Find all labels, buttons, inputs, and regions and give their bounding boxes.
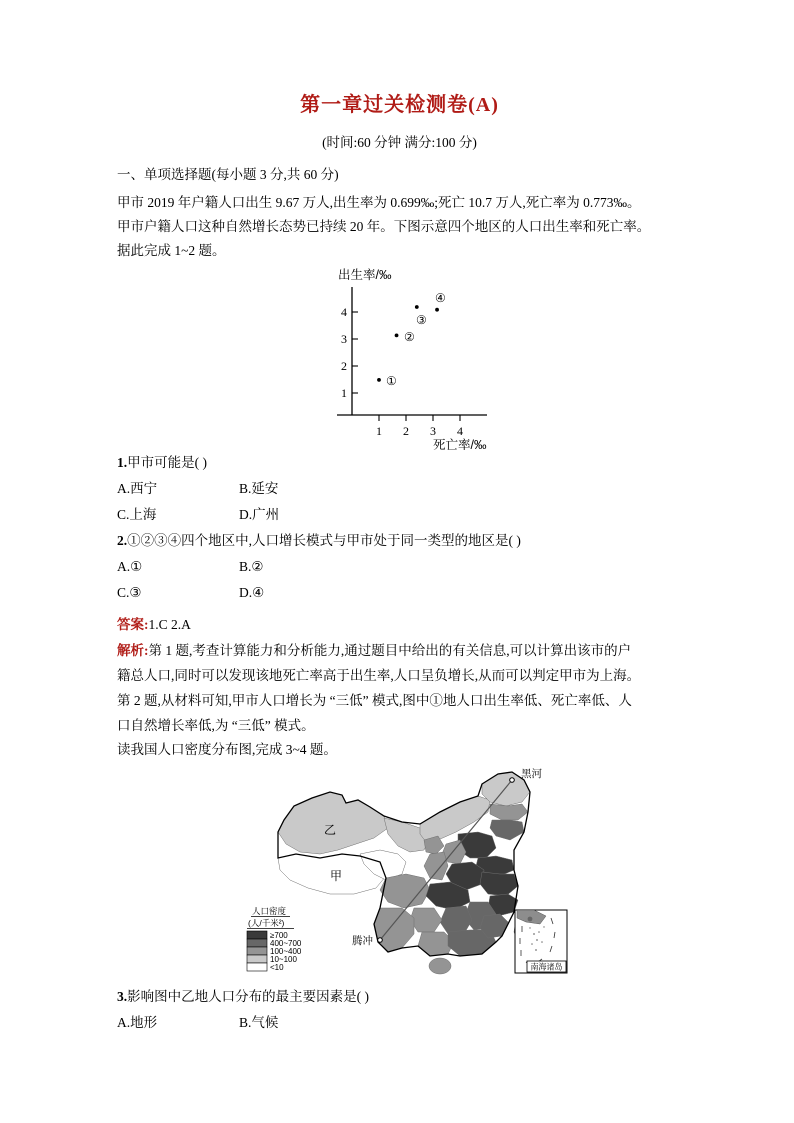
china-map-svg <box>234 762 569 984</box>
question-2-stem <box>117 528 682 554</box>
question-2-option-b[interactable]: B.② <box>239 559 264 574</box>
chart-x-ticks <box>379 415 460 421</box>
question-2-number: 2. <box>117 533 128 548</box>
question-2-options-row-2 <box>117 580 682 606</box>
south-china-sea-inset <box>515 910 567 973</box>
answer-label: 答案: <box>117 617 149 632</box>
data-point-1 <box>377 378 381 382</box>
question-1-options-row-1 <box>117 476 682 502</box>
question-1-option-c[interactable]: C.上海 <box>117 507 157 522</box>
legend-label-3: 10~100 <box>270 955 297 964</box>
legend-label-0: ≥700 <box>270 931 288 940</box>
province-guizhou <box>410 908 442 932</box>
question-1-option-a[interactable]: A.西宁 <box>117 481 158 496</box>
legend-label-2: 100~400 <box>270 947 302 956</box>
section-heading-one: 一、单项选择题(每小题 3 分,共 60 分) <box>117 167 339 182</box>
map-label-heihe: 黑河 <box>521 768 542 780</box>
data-point-3 <box>415 305 419 309</box>
chart-x-tick-2: 2 <box>403 424 409 438</box>
question-3-text: 影响图中乙地人口分布的最主要因素是( ) <box>127 989 369 1004</box>
passage-one-line-1: 甲市 2019 年户籍人口出生 9.67 万人,出生率为 0.699‰;死亡 10.7 万人,死亡率为 0.773‰。 <box>117 195 641 210</box>
chart-y-tick-3: 3 <box>341 332 347 346</box>
passage-two-line-1: 读我国人口密度分布图,完成 3~4 题。 <box>117 742 337 757</box>
scatter-chart <box>312 265 512 450</box>
question-1-option-d[interactable]: D.广州 <box>239 507 280 522</box>
question-1-option-b[interactable]: B.延安 <box>239 481 279 496</box>
chart-x-tick-3: 3 <box>430 424 436 438</box>
legend-title-line-2: (人/千米²) <box>248 918 285 928</box>
question-3-option-a[interactable]: A.地形 <box>117 1015 158 1030</box>
chart-y-tick-4: 4 <box>341 305 347 319</box>
answer-line <box>117 612 682 638</box>
figure-china-population-density <box>117 762 682 984</box>
data-point-label-4: ④ <box>435 291 446 305</box>
scatter-chart-svg <box>312 265 512 450</box>
chart-x-tick-4: 4 <box>457 424 463 438</box>
question-3-options-row-1 <box>117 1010 682 1036</box>
legend-label-1: 400~700 <box>270 939 302 948</box>
chart-y-axis-label: 出生率/‰ <box>338 268 392 282</box>
passage-one-line-3: 据此完成 1~2 题。 <box>117 243 226 258</box>
question-3-number: 3. <box>117 989 128 1004</box>
map-label-region-yi: 乙 <box>324 823 337 837</box>
explanation-text-1: 第 1 题,考查计算能力和分析能力,通过题目中给出的有关信息,可以计算出该市的户 <box>148 643 632 658</box>
question-2-option-c[interactable]: C.③ <box>117 585 142 600</box>
explanation-label: 解析: <box>117 643 149 658</box>
question-1-options-row-2 <box>117 502 682 528</box>
chart-x-tick-1: 1 <box>376 424 382 438</box>
chart-y-tick-labels <box>341 305 347 400</box>
province-liaoning <box>490 820 524 840</box>
question-2-option-a[interactable]: A.① <box>117 559 143 574</box>
passage-one <box>117 191 682 263</box>
figure-scatter-birth-death <box>117 265 682 450</box>
question-2-text: ①②③④四个地区中,人口增长模式与甲市处于同一类型的地区是( ) <box>127 533 521 548</box>
province-sichuan <box>380 874 430 908</box>
question-3-stem <box>117 984 682 1010</box>
inset-island-1 <box>528 917 533 922</box>
province-yunnan <box>374 908 414 952</box>
inset-title-label: 南海诸岛 <box>530 962 563 972</box>
question-2-options-row-1 <box>117 554 682 580</box>
data-point-2 <box>395 333 399 337</box>
chart-y-tick-1: 1 <box>341 386 347 400</box>
data-point-label-1: ① <box>386 374 397 388</box>
explanation-line-2: 籍总人口,同时可以发现该地死亡率高于出生率,人口呈负增长,从而可以判定甲市为上海。 <box>117 668 641 683</box>
question-1-text: 甲市可能是( ) <box>127 455 207 470</box>
legend-swatch-4 <box>247 963 284 972</box>
map-legend <box>247 906 302 972</box>
legend-title-line-1: 人口密度 <box>252 906 287 916</box>
question-3-option-b[interactable]: B.气候 <box>239 1015 279 1030</box>
map-provinces <box>278 772 530 974</box>
question-1-number: 1. <box>117 455 128 470</box>
province-hunan <box>440 906 472 934</box>
legend-label-4: <10 <box>270 963 284 972</box>
province-jiangsu <box>480 872 518 896</box>
explanation-line-3: 第 2 题,从材料可知,甲市人口增长为 “三低” 模式,图中①地人口出生率低、死亡率低、人 <box>117 693 632 708</box>
map-label-tengchong: 腾冲 <box>352 935 373 947</box>
exam-meta-subtitle: (时间:60 分钟 满分:100 分) <box>322 135 477 150</box>
explanation-line-1 <box>117 638 682 663</box>
question-2-option-d[interactable]: D.④ <box>239 585 265 600</box>
answer-values: 1.C 2.A <box>148 617 191 632</box>
explanation-line-4: 口自然增长率低,为 “三低” 模式。 <box>117 718 315 733</box>
data-point-4 <box>435 308 439 312</box>
document-content <box>117 88 682 1036</box>
province-hainan <box>429 958 451 974</box>
heihe-marker <box>510 778 515 783</box>
passage-one-line-2: 甲市户籍人口这种自然增长态势已持续 20 年。下图示意四个地区的人口出生率和死亡率。 <box>117 219 651 234</box>
province-shaanxi <box>424 852 448 880</box>
page-title: 第一章过关检测卷(A) <box>300 94 499 116</box>
province-jilin <box>490 804 528 820</box>
data-point-label-2: ② <box>404 330 415 344</box>
map-label-region-jia: 甲 <box>330 869 343 883</box>
question-1-stem <box>117 450 682 476</box>
chart-y-tick-2: 2 <box>341 359 347 373</box>
tengchong-marker <box>378 938 383 943</box>
chart-x-axis-label: 死亡率/‰ <box>433 438 487 450</box>
chart-y-ticks <box>352 312 358 393</box>
data-point-label-3: ③ <box>416 313 427 327</box>
chart-x-tick-labels <box>376 424 463 438</box>
china-map <box>234 762 569 984</box>
